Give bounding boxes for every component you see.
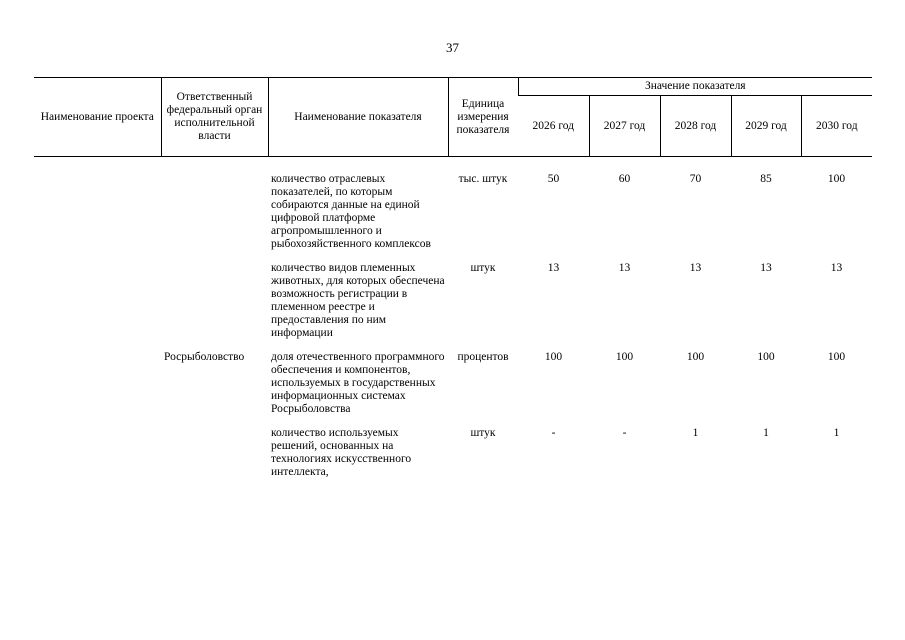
header-indicator: Наименование показателя (268, 78, 448, 157)
cell-value: 85 (760, 173, 772, 185)
cell-unit: штук (470, 262, 496, 274)
cell-authority (161, 427, 268, 490)
header-unit: Единица измерения показателя (448, 78, 518, 157)
cell-value: 13 (618, 262, 631, 274)
cell-value: 100 (757, 351, 775, 363)
cell-indicator: количество видов племенных животных, для которых обеспечена возможность регистрации в племенном реестре и предоставления по ним информации (271, 262, 445, 339)
cell-value: - (622, 427, 627, 439)
cell-project (34, 427, 161, 490)
cell-authority (161, 157, 268, 263)
indicator-table (34, 77, 872, 490)
cell-value: 60 (618, 173, 631, 185)
cell-authority: Росрыболовство (164, 351, 245, 363)
header-value-group: Значение показателя (518, 78, 872, 96)
cell-unit: тыс. штук (458, 173, 508, 185)
table-row (34, 427, 872, 490)
cell-value: 1 (763, 427, 769, 439)
cell-value: 70 (689, 173, 702, 185)
cell-indicator: количество используемых решений, основанных на технологиях искусственного интеллекта, (271, 427, 412, 478)
cell-value: 13 (689, 262, 702, 274)
cell-value: 50 (547, 173, 560, 185)
cell-value: 100 (827, 351, 846, 363)
cell-value: 100 (686, 351, 705, 363)
cell-value: 13 (547, 262, 560, 274)
cell-project (34, 262, 161, 351)
table-row (34, 351, 872, 427)
header-year: 2027 год (589, 96, 660, 157)
cell-value: 13 (760, 262, 772, 274)
cell-unit: штук (470, 427, 496, 439)
cell-value: - (551, 427, 556, 439)
cell-value: 100 (827, 173, 846, 185)
cell-project (34, 351, 161, 427)
cell-value: 100 (615, 351, 634, 363)
cell-indicator: доля отечественного программного обеспечения и компонентов, используемых в государственных информационных системах Росрыболовства (271, 351, 445, 415)
header-year: 2030 год (801, 96, 872, 157)
table-row (34, 262, 872, 351)
header-year: 2026 год (518, 96, 589, 157)
table-row (34, 157, 872, 263)
cell-authority (161, 262, 268, 351)
header-authority: Ответственный федеральный орган исполнительной власти (161, 78, 268, 157)
cell-value: 1 (692, 427, 699, 439)
cell-indicator: количество отраслевых показателей, по которым собираются данные на единой цифровой платформе агропромышленного и рыбохозяйственного комплексов (271, 173, 431, 250)
header-year: 2028 год (660, 96, 731, 157)
cell-value: 13 (830, 262, 843, 274)
cell-value: 1 (833, 427, 840, 439)
cell-value: 100 (544, 351, 563, 363)
page-number: 37 (446, 40, 459, 55)
cell-unit: процентов (457, 351, 509, 363)
header-project: Наименование проекта (34, 78, 161, 157)
header-year: 2029 год (731, 96, 801, 157)
cell-project (34, 157, 161, 263)
